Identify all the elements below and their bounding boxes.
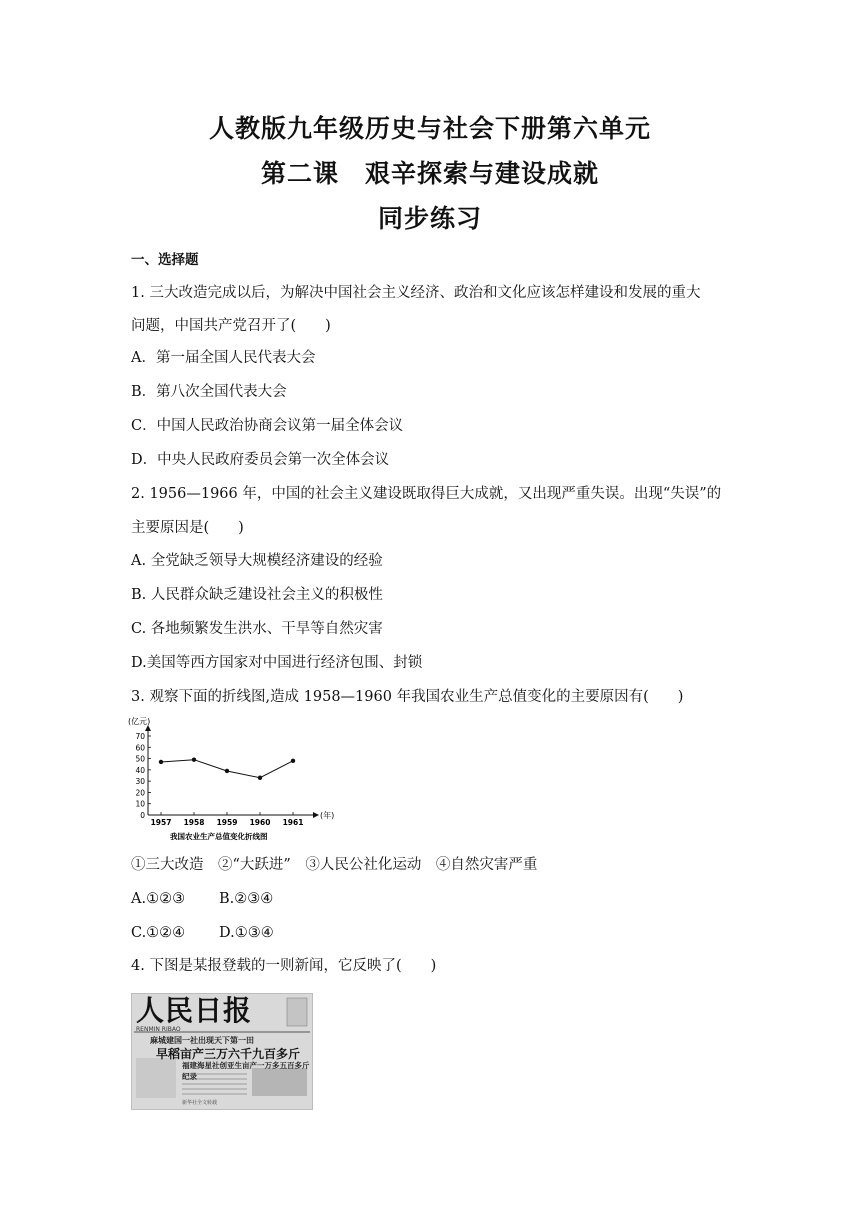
chart-y-tick-label: 0 [140, 811, 145, 820]
q3-option-c: C.①②④ [131, 925, 186, 941]
title-line-2: 第二课 艰辛探索与建设成就 [260, 159, 599, 188]
newspaper-headline-1: 麻城建国一社出现天下第一田 [150, 1036, 254, 1045]
chart-series-line [161, 760, 293, 778]
chart-x-tick-label: 1958 [183, 818, 205, 827]
q2-stem-line1: 2. 1956—1966 年，中国的社会主义建设既取得巨大成就，又出现严重失误。出现“失误”的 [131, 486, 722, 502]
q2-option-a: A. 全党缺乏领导大规模经济建设的经验 [131, 553, 383, 569]
newspaper-clipping-image [131, 993, 313, 1110]
q3-option-a: A.①②③ [131, 891, 186, 907]
q2-option-c: C. 各地频繁发生洪水、干旱等自然灾害 [131, 621, 383, 637]
agriculture-output-line-chart [128, 712, 348, 844]
chart-data-point [291, 759, 295, 763]
chart-x-tick-label: 1960 [249, 818, 271, 827]
chart-x-axis-arrow [313, 812, 319, 818]
q3-option-b: B.②③④ [219, 891, 274, 907]
chart-y-tick-label: 50 [135, 754, 145, 764]
q1-option-b: B．第八次全国代表大会 [131, 384, 287, 400]
chart-data-point [258, 776, 262, 780]
newspaper-masthead: 人民日报 [136, 994, 253, 1027]
q3-items: ①三大改造 ②“大跃进” ③人民公社化运动 ④自然灾害严重 [131, 857, 538, 873]
newspaper-masthead-sub: RENMIN RIBAO [136, 1026, 181, 1033]
q1-stem-line2: 问题，中国共产党召开了( ) [131, 318, 331, 334]
q1-option-c: C．中国人民政治协商会议第一届全体会议 [131, 418, 404, 434]
chart-data-point [225, 769, 229, 773]
chart-x-tick-label: 1957 [150, 818, 172, 827]
title-line-3: 同步练习 [377, 204, 482, 233]
chart-y-tick-label: 70 [135, 732, 145, 741]
chart-x-tick-label: 1961 [282, 818, 304, 827]
q1-option-a: A．第一届全国人民代表大会 [131, 350, 316, 366]
chart-data-point [192, 758, 196, 762]
q3-option-row-2 [131, 923, 274, 943]
chart-y-label: (亿元) [128, 717, 151, 726]
newspaper-footer: 新华社全文转载 [182, 1100, 218, 1106]
q4-stem: 4. 下图是某报登载的一则新闻，它反映了( ) [131, 958, 437, 974]
title-line-1: 人教版九年级历史与社会下册第六单元 [208, 114, 651, 143]
chart-y-tick-label: 10 [135, 799, 145, 809]
q3-option-d: D.①③④ [219, 925, 274, 941]
q3-option-row-1 [131, 889, 273, 909]
q1-option-d: D．中央人民政府委员会第一次全体会议 [131, 452, 390, 468]
chart-y-tick-label: 40 [135, 765, 145, 775]
chart-y-tick-label: 30 [135, 777, 145, 787]
chart-x-label: (年) [320, 811, 335, 820]
chart-caption: 我国农业生产总值变化折线图 [170, 832, 268, 841]
q2-option-d: D.美国等西方国家对中国进行经济包围、封锁 [131, 655, 423, 671]
chart-data-point [159, 760, 163, 764]
section-heading: 一、选择题 [131, 252, 199, 268]
chart-x-tick-label: 1959 [216, 818, 238, 827]
chart-y-tick-label: 60 [135, 743, 145, 753]
chart-y-tick-label: 20 [135, 788, 145, 798]
newspaper-headline-3: 福建海星社创亚生亩产一万多五百多斤纪录 [182, 1061, 310, 1081]
q2-option-b: B. 人民群众缺乏建设社会主义的积极性 [131, 587, 383, 603]
q3-stem: 3. 观察下面的折线图,造成 1958—1960 年我国农业生产总值变化的主要原因有( ) [131, 689, 684, 705]
newspaper-headline-2: 早稻亩产三万六千九百多斤 [156, 1047, 301, 1061]
q2-stem-line2: 主要原因是( ) [131, 520, 244, 536]
q1-stem-line1: 1. 三大改造完成以后，为解决中国社会主义经济、政治和文化应该怎样建设和发展的重大 [131, 285, 701, 301]
